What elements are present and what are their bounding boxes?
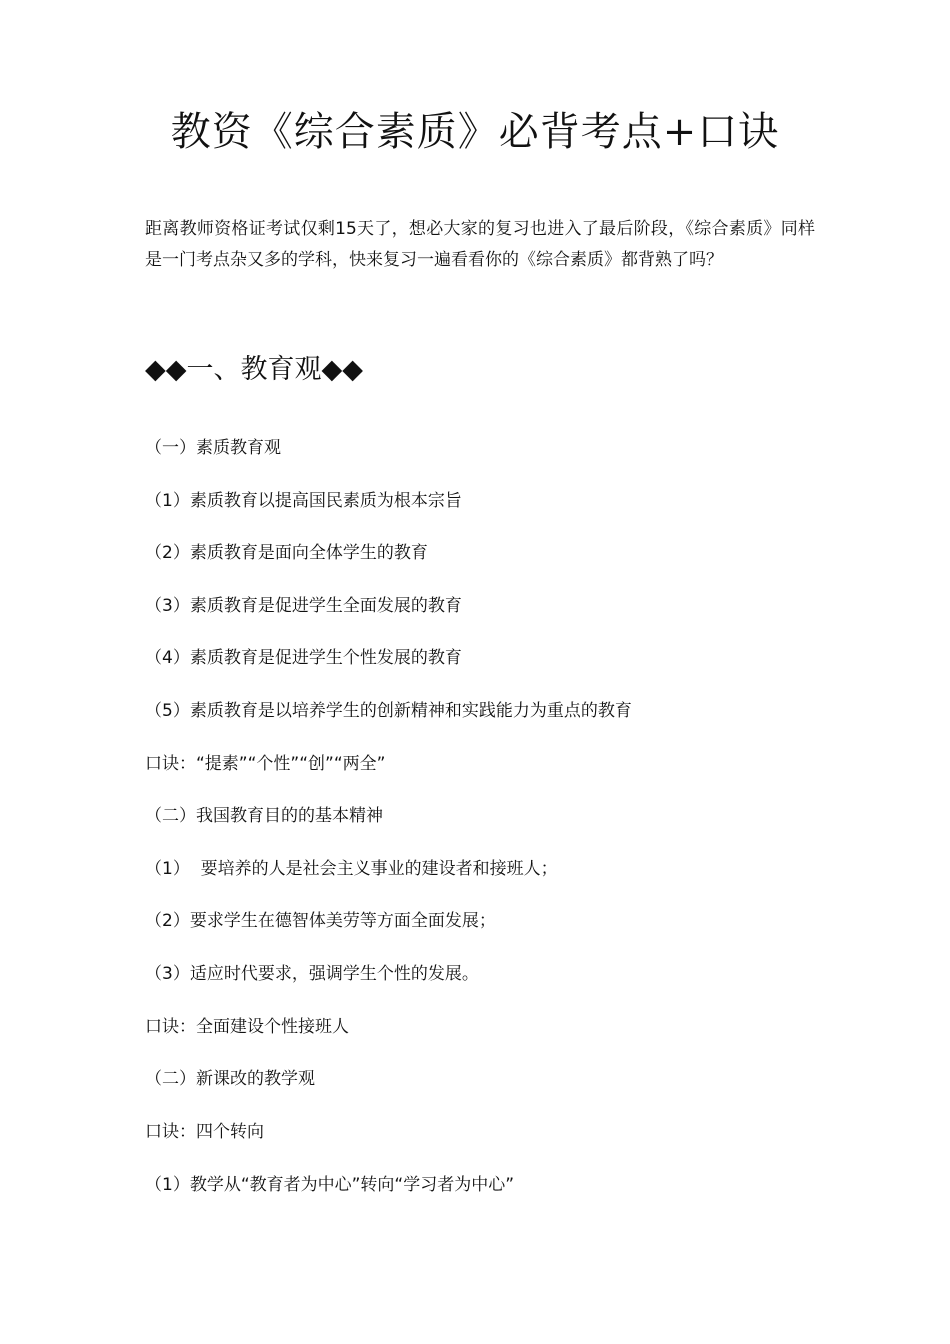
list-item: （2）要求学生在德智体美劳等方面全面发展； [145,911,496,931]
document-title: 教资《综合素质》必背考点+口诀 [170,109,780,155]
list-item: （3）适应时代要求，强调学生个性的发展。 [145,964,479,984]
list-item: （4）素质教育是促进学生个性发展的教育 [145,648,462,668]
section-heading-education-view: ◆◆一、教育观◆◆ [145,354,364,385]
mnemonic-line: 口诀：“提素”“个性”“创”“两全” [145,754,386,774]
list-item: （5）素质教育是以培养学生的创新精神和实践能力为重点的教育 [145,701,632,721]
intro-paragraph: 距离教师资格证考试仅剩15天了，想必大家的复习也进入了最后阶段，《综合素质》同样是一门考点杂又多的学科，快来复习一遍看看你的《综合素质》都背熟了吗？ [145,219,815,270]
mnemonic-line: 口诀：四个转向 [145,1122,264,1142]
list-item: （1）素质教育以提高国民素质为根本宗旨 [145,491,462,511]
list-item: （2）素质教育是面向全体学生的教育 [145,543,428,563]
mnemonic-line: 口诀：全面建设个性接班人 [145,1017,349,1037]
subsection-heading-education-purpose: （二）我国教育目的的基本精神 [145,806,383,826]
list-item: （3）素质教育是促进学生全面发展的教育 [145,596,462,616]
list-item: （1） 要培养的人是社会主义事业的建设者和接班人； [145,859,558,879]
subsection-heading-teaching-view: （二）新课改的教学观 [145,1069,315,1089]
subsection-heading-quality-education: （一）素质教育观 [145,438,281,458]
list-item: （1）教学从“教育者为中心”转向“学习者为中心” [145,1175,515,1195]
